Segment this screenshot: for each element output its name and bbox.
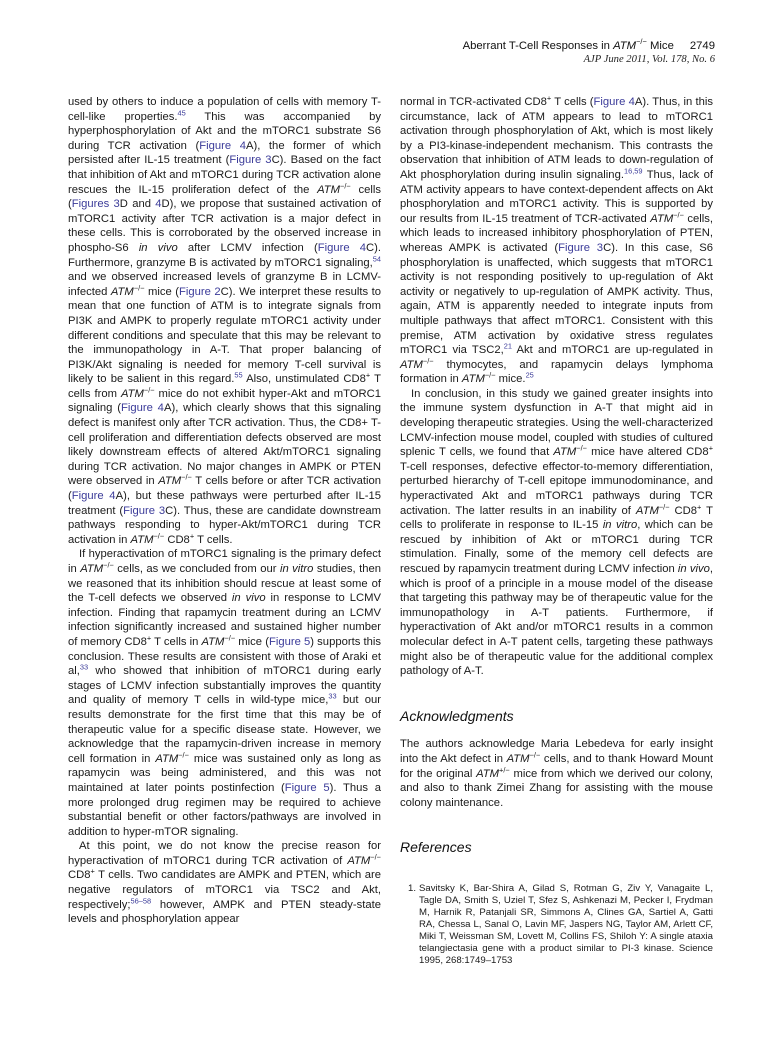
paragraph: normal in TCR-activated CD8+ T cells (Figure 4A). Thus, in this circumstance, lack of ATM appears to lead to mTORC1 activation through phosphorylation of Akt, which is most likely by a PI3-kinase-independent mechanism. This contrasts the observation that inhibition of ATM leads to down-regulation of Akt phosphorylation during insulin signaling.$^{16,59}$ Thus, lack of ATM activity appears to have context-dependent affects on Akt phosphorylation and mTORC1 activity. This is supported by our results from IL-15 treatment of TCR-activated ATM−/− cells, which leads to increased inhibitory phosphorylation of PTEN, whereas AMPK is activated (Figure 3C). In this case, S6 phosphorylation is unaffected, which suggests that mTORC1 activity is not responding positively to up-regulation of Akt activity or negatively to up-regulation of AMPK activity. Thus, again, ATM is apparently needed to integrate inputs from multiple pathways that affect mTORC1. Consistent with this premise, ATM activation by oxidative stress regulates mTORC1 via TSC2,21 Akt and mTORC1 are up-regulated in ATM−/− thymocytes, and rapamycin delays lymphoma formation in ATM−/− mice.$^{25}$ (400, 93, 714, 386)
superscript: −/− (673, 210, 684, 219)
superscript: + (146, 633, 152, 643)
superscript: + (546, 93, 552, 103)
right-column (400, 95, 713, 967)
acknowledgments-text: The authors acknowledge Maria Lebedeva for early insight into the Akt defect in ATM−/− cells, and to thank Howard Mount for the original ATM+/− mice from which we derived our colony, and also to thank Zimei Zhang for assisting with the mouse colony maintenance. (400, 738, 713, 809)
superscript (80, 662, 88, 671)
paragraph: used by others to induce a population of cells with memory T-cell-like properties.$^{45}$ This was accompanied by hyperphosphorylation of Akt and the mTORC1 substrate S6 during TCR activation (Figure 4A), the former of which persisted after IL-15 treatment (Figure 3C). Based on the fact that inhibition of Akt and mTORC1 during TCR activation alone rescues the IL-15 proliferation defect of the ATM−/− cells (Figures 3D and 4D), we propose that sustained activation of mTORC1 activity after TCR activation is a major defect in these cells. This is corroborated by the observed increase in phospho-S6 in vivo after LCMV infection (Figure 4C). Furthermore, granzyme B is activated by mTORC1 signaling,$^{54}$ and we observed increased levels of granzyme B in LCMV-infected ATM−/− mice (Figure 2C). We interpret these results to mean that one function of ATM is to integrate signals from PI3K and AMPK to properly regulate mTORC1 activity under different conditions and speculate that this may be relevant to the immunopathology in A-T. That proper balancing of PI3K/Akt signaling is needed for memory T-cell survival is likely to be salient in this regard.$^{55}$ Also, unstimulated CD8+ T cells from ATM−/− mice do not exhibit hyper-Akt and mTORC1 signaling (Figure 4A), which clearly shows that this signaling defect is manifest only after TCR activation. Thus, the CD8+ T-cell proliferation and differentiation defects observed are most likely downstream effects of altered Akt/mTORC1 signaling during TCR activation. No major changes in AMPK or PTEN were observed in ATM−/− T cells before or after TCR activation (Figure 4A), but these pathways were perturbed after IL-15 treatment (Figure 3C). Thus, these are candidate downstream pathways responding to hyper-Akt/mTORC1 during TCR activation in ATM−/− CD8+ T cells. (68, 96, 382, 546)
superscript: −/− (178, 749, 189, 759)
superscript (373, 254, 381, 263)
superscript (504, 341, 512, 350)
figure-link[interactable]: 45 (177, 107, 186, 117)
superscript: −/− (529, 750, 541, 760)
paragraph: In conclusion, in this study we gained greater insights into the immune system dysfunction in A-T that might aid in developing therapeutic strategies. Using the well-characterized LCMV-infection mouse model, coupled with studies of cultured splenic T cells, we found that ATM−/− mice have altered CD8+ T-cell responses, defective effector-to-memory differentiation, perturbed hierarchy of T-cell epitope immunodominance, and hyperactivated Akt and mTORC1 pathways during TCR activation. The latter results in an inability of ATM−/− CD8+ T cells to proliferate in response to IL-15 in vitro, which can be rescued by inhibition of Akt or mTORC1 during TCR stimulation. Finally, some of the memory cell defects are rescued by rapamycin treatment during LCMV infection in vivo, which is proof of a principle in a mouse model of the disease that targeting this pathway may be of therapeutic value for the immunopathology in A-T patients. Furthermore, if hyperactivation of Akt and/or mTORC1 results in a common molecular defect in A-T patent cells, targeting these pathways might also be of therapeutic value for the additional complex pathology of A-T. (400, 387, 714, 678)
superscript (131, 896, 152, 905)
superscript: −/− (340, 180, 351, 190)
superscript: +/− (499, 764, 510, 774)
superscript (234, 371, 242, 380)
superscript (526, 371, 534, 380)
figure-link[interactable]: Figure 5 (268, 635, 311, 648)
figure-link[interactable]: Figure 3 (558, 241, 604, 254)
figure-link[interactable]: Figure 4 (71, 490, 116, 503)
superscript: −/− (103, 560, 114, 570)
figure-link[interactable]: Figure 4 (120, 402, 164, 415)
reference-item (400, 883, 713, 967)
journal-citation: AJP June 2011, Vol. 178, No. 6 (583, 54, 715, 65)
paragraph: At this point, we do not know the precise reason for hyperactivation of mTORC1 during TCR activation of ATM−/− CD8+ T cells. Two candidates are AMPK and PTEN, which are negative regulators of mTORC1 via TSC2 and Akt, respectively;$^{56-58}$ however, AMPK and PTEN steady-state levels and phosphorylation appear (68, 840, 381, 926)
page-number: 2749 (689, 40, 715, 52)
superscript: + (90, 866, 95, 876)
figure-link[interactable]: 4 (155, 198, 162, 211)
superscript: −/− (224, 633, 236, 643)
superscript: −/− (153, 531, 165, 541)
paragraph: If hyperactivation of mTORC1 signaling is the primary defect in ATM−/− cells, as we concluded from our in vitro studies, then we reasoned that its inhibition should rescue at least some of the T-cell defects we observed in vivo in response to LCMV infection. Finding that rapamycin treatment during an LCMV infection significantly increased and sustained higher number of memory CD8+ T cells in ATM−/− mice (Figure 5) supports this conclusion. These results are consistent with those of Araki et al,$^{33}$ who showed that inhibition of mTORC1 during early stages of LCMV infection substantially improves the quantity and quality of memory T cells in wild-type mice,$^{33}$ but our results demonstrate for the first time that this may be of therapeutic value for a specific disease state. However, we acknowledge that the rapamycin-driven increase in memory cell formation in ATM−/− mice was sustained only as long as rapamycin was being administered, and this was not maintained at later points postinfection (Figure 5). Thus a more prolonged drug regimen may be required to achieve substantial benefit or other factors/pathways are involved in addition to hyper-mTOR signaling. (68, 548, 382, 838)
superscript: −/− (636, 37, 647, 47)
figure-link[interactable]: Figure 3 (229, 154, 272, 167)
superscript: −/− (370, 852, 381, 862)
superscript: −/− (422, 355, 434, 365)
figure-link[interactable]: 55 (234, 370, 243, 380)
left-column (68, 95, 381, 927)
superscript (624, 166, 643, 175)
reference-number: 1. (408, 882, 417, 894)
superscript: −/− (658, 501, 670, 511)
superscript: + (365, 370, 371, 380)
figure-link[interactable]: 33 (79, 662, 89, 672)
superscript: + (189, 531, 195, 541)
superscript: −/− (484, 370, 496, 380)
running-head (462, 37, 715, 52)
section-heading-acknowledgments: Acknowledgments (400, 707, 514, 724)
figure-link[interactable]: Figure 4 (593, 96, 635, 108)
figure-link[interactable]: 21 (503, 341, 512, 351)
superscript: + (697, 501, 702, 511)
superscript: + (708, 443, 714, 453)
superscript: −/− (143, 385, 155, 395)
figure-link[interactable]: Figure 2 (179, 285, 221, 298)
section-heading-references: References (400, 839, 472, 856)
running-title: Aberrant T-Cell Responses in ATM−/− Mice (462, 37, 674, 52)
page-header (462, 37, 715, 65)
reference-list (400, 883, 713, 967)
superscript (328, 692, 336, 701)
figure-link[interactable]: Figure 3 (123, 504, 166, 517)
superscript: −/− (181, 472, 192, 482)
figure-link[interactable]: 56–58 (130, 895, 152, 905)
figure-link[interactable]: Figure 4 (317, 241, 366, 254)
superscript: −/− (133, 282, 145, 292)
figure-link[interactable]: 54 (372, 253, 381, 263)
figure-link[interactable]: 33 (328, 691, 337, 701)
figure-link[interactable]: 25 (525, 370, 534, 380)
figure-link[interactable]: Figure 4 (199, 139, 246, 152)
figure-link[interactable]: Figures 3 (71, 198, 120, 211)
reference-text: Savitsky K, Bar-Shira A, Gilad S, Rotman G, Ziv Y, Vanagaite L, Tagle DA, Smith S, Uziel T, Sfez S, Ashkenazi M, Pecker I, Frydman M, Harnik R, Patanjali SR, Simmons A, Clines GA, Sartiel A, Gatti RA, Chessa L, Sanal O, Lavin MF, Jaspers NG, Taylor AM, Arlett CF, Miki T, Weissman SM, Lovett M, Collins FS, Shiloh Y: A single ataxia telangiectasia gene with a product similar to PI-3 kinase. Science 1995, 268:1749–1753 (419, 882, 713, 966)
figure-link[interactable]: 16,59 (623, 166, 643, 176)
superscript (178, 108, 186, 117)
superscript: −/− (576, 443, 587, 453)
figure-link[interactable]: Figure 5 (284, 781, 330, 794)
